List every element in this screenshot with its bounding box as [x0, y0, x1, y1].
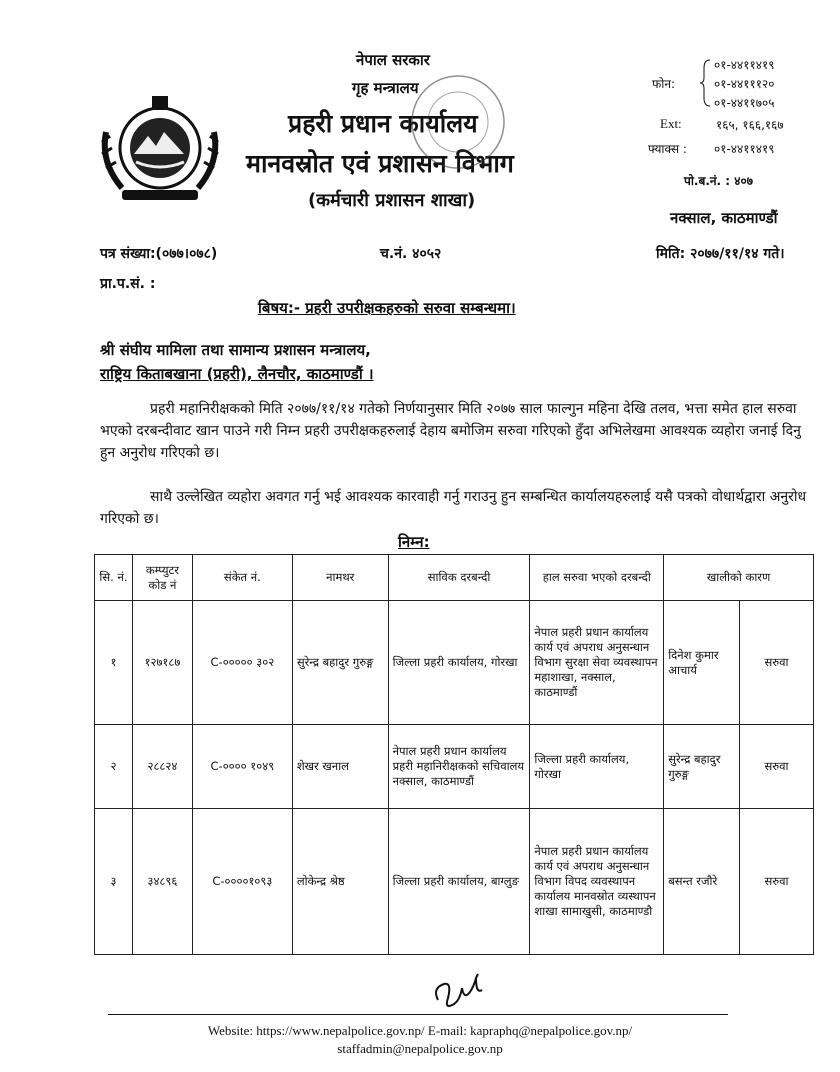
fax-label: फ्याक्स :	[648, 142, 687, 156]
row-current-post: जिल्ला प्रहरी कार्यालय, गोरखा	[530, 725, 664, 809]
row-current-post: नेपाल प्रहरी प्रधान कार्यालय कार्य एवं अपराध अनुसन्धान विभाग सुरक्षा सेवा व्यवस्थापन महाशाखा, नक्साल, काठमाण्डौं	[530, 601, 664, 725]
row-vacancy-name: बसन्त रजौरे	[664, 809, 740, 955]
signature-icon	[430, 970, 500, 1016]
row-name: सुरेन्द्र बहादुर गुरुङ्ग	[292, 601, 388, 725]
ext-value: १६५, १६६,१६७	[716, 118, 784, 132]
row-sn: ३	[95, 809, 133, 955]
table-row	[95, 725, 814, 809]
office-address: नक्साल, काठमाण्डौं	[670, 209, 778, 227]
row-vacancy-reason: सरुवा	[740, 725, 814, 809]
body-paragraph-2: साथै उल्लेखित व्यहोरा अवगत गर्नु भई आवश्यक कारवाही गर्नु गराउनु हुन सम्बन्धित कार्यालयहरुलाई यसै पत्रको वोधार्थद्वारा अनुरोध गरिएको छ।	[100, 489, 807, 527]
phone-3: ०१-४४११७०५	[714, 96, 775, 110]
row-name: लोकेन्द्र श्रेष्ठ	[292, 809, 388, 955]
office-stamp-icon	[408, 52, 508, 182]
fax-value: ०१-४४११४१९	[714, 142, 775, 156]
table-caption-text: निम्न:	[398, 533, 430, 551]
row-vacancy-name: सुरेन्द्र बहादुर गुरुङ्ग	[664, 725, 740, 809]
subject-line	[258, 298, 516, 318]
po-box: पो.ब.नं. : ४०७	[684, 174, 753, 188]
header-code: कम्प्युटर कोड नं	[132, 555, 192, 601]
government-line: नेपाल सरकार	[356, 51, 430, 69]
footer-divider	[108, 1014, 728, 1015]
header-current-post: हाल सरुवा भएको दरबन्दी	[530, 555, 664, 601]
subject-text: बिषय:- प्रहरी उपरीक्षकहरुको सरुवा सम्बन्धमा।	[258, 299, 516, 317]
header-sn: सि. नं.	[95, 555, 133, 601]
reference-number: पत्र संख्या:(०७७।०७८)	[100, 246, 218, 262]
nepal-police-emblem-icon	[96, 92, 224, 204]
office-title: प्रहरी प्रधान कार्यालय	[288, 109, 478, 138]
row-code: ३४८९६	[132, 809, 192, 955]
recipient-line-2-text: राष्ट्रिय किताबखाना (प्रहरी), लैनचौर, काठमाण्डौं ।	[100, 365, 374, 383]
row-vacancy-name: दिनेश कुमार आचार्य	[664, 601, 740, 725]
prapas-label: प्रा.प.सं. :	[100, 276, 156, 292]
row-code: २८८२४	[132, 725, 192, 809]
letter-date: मिति: २०७७/११/१४ गते।	[656, 246, 785, 262]
row-previous-post: जिल्ला प्रहरी कार्यालय, गोरखा	[388, 601, 530, 725]
table-row	[95, 601, 814, 725]
table-row	[95, 809, 814, 955]
phone-2: ०१-४४१११२०	[714, 77, 775, 91]
branch-title: (कर्मचारी प्रशासन शाखा)	[308, 190, 476, 211]
ministry-line: गृह मन्त्रालय	[352, 79, 419, 97]
recipient-line-2	[100, 364, 374, 384]
row-sn: २	[95, 725, 133, 809]
row-vacancy-reason: सरुवा	[740, 601, 814, 725]
row-previous-post: जिल्ला प्रहरी कार्यालय, बाग्लुङ	[388, 809, 530, 955]
row-name: शेखर खनाल	[292, 725, 388, 809]
row-sn: १	[95, 601, 133, 725]
table-caption	[398, 532, 430, 552]
recipient-line-1: श्री संघीय मामिला तथा सामान्य प्रशासन मन्त्रालय,	[100, 341, 371, 359]
footer-line-1: Website: https://www.nepalpolice.gov.np/ E-mail: kapraphq@nepalpolice.gov.np/	[207, 1023, 633, 1038]
header-name: नामथर	[292, 555, 388, 601]
body-paragraph-1: प्रहरी महानिरीक्षकको मिति २०७७/११/१४ गतेको निर्णयानुसार मिति २०७७ साल फाल्गुन महिना देखि तलव, भत्ता समेत हाल सरुवा भएको दरबन्दीवाट खान पाउने गरी निम्न प्रहरी उपरीक्षकहरुलाई देहाय बमोजिम सरुवा गरिएको हुँदा अभिलेखमा आवश्यक व्यहोरा जनाई दिनु हुन अनुरोध गरिएको छ।	[100, 401, 801, 461]
transfer-table	[94, 554, 814, 955]
ext-label: Ext:	[660, 116, 682, 131]
row-previous-post: नेपाल प्रहरी प्रधान कार्यालय प्रहरी महानिरीक्षकको सचिवालय नक्साल, काठमाण्डौं	[388, 725, 530, 809]
footer-line-2: staffadmin@nepalpolice.gov.np	[337, 1041, 503, 1056]
row-symbol: C-००००० ३०२	[192, 601, 292, 725]
header-symbol: संकेत नं.	[192, 555, 292, 601]
phone-1: ०१-४४११४१९	[714, 58, 775, 72]
row-code: १२७१८७	[132, 601, 192, 725]
department-title: मानवस्रोत एवं प्रशासन विभाग	[246, 149, 514, 178]
header-vacancy-reason: खालीको कारण	[664, 555, 814, 601]
row-symbol: C-०००० १०४९	[192, 725, 292, 809]
footer-contact	[140, 1022, 700, 1058]
dispatch-number: च.नं. ४०५२	[380, 246, 442, 262]
header-previous-post: साविक दरबन्दी	[388, 555, 530, 601]
row-symbol: C-००००१०९३	[192, 809, 292, 955]
phone-brace-icon	[700, 58, 712, 108]
row-current-post: नेपाल प्रहरी प्रधान कार्यालय कार्य एवं अपराध अनुसन्धान विभाग विपद व्यवस्थापन कार्यालय मानवस्रोत व्यस्थापन शाखा सामाखुसी, काठमाण्डौ	[530, 809, 664, 955]
phone-label: फोन:	[652, 77, 676, 91]
row-vacancy-reason: सरुवा	[740, 809, 814, 955]
